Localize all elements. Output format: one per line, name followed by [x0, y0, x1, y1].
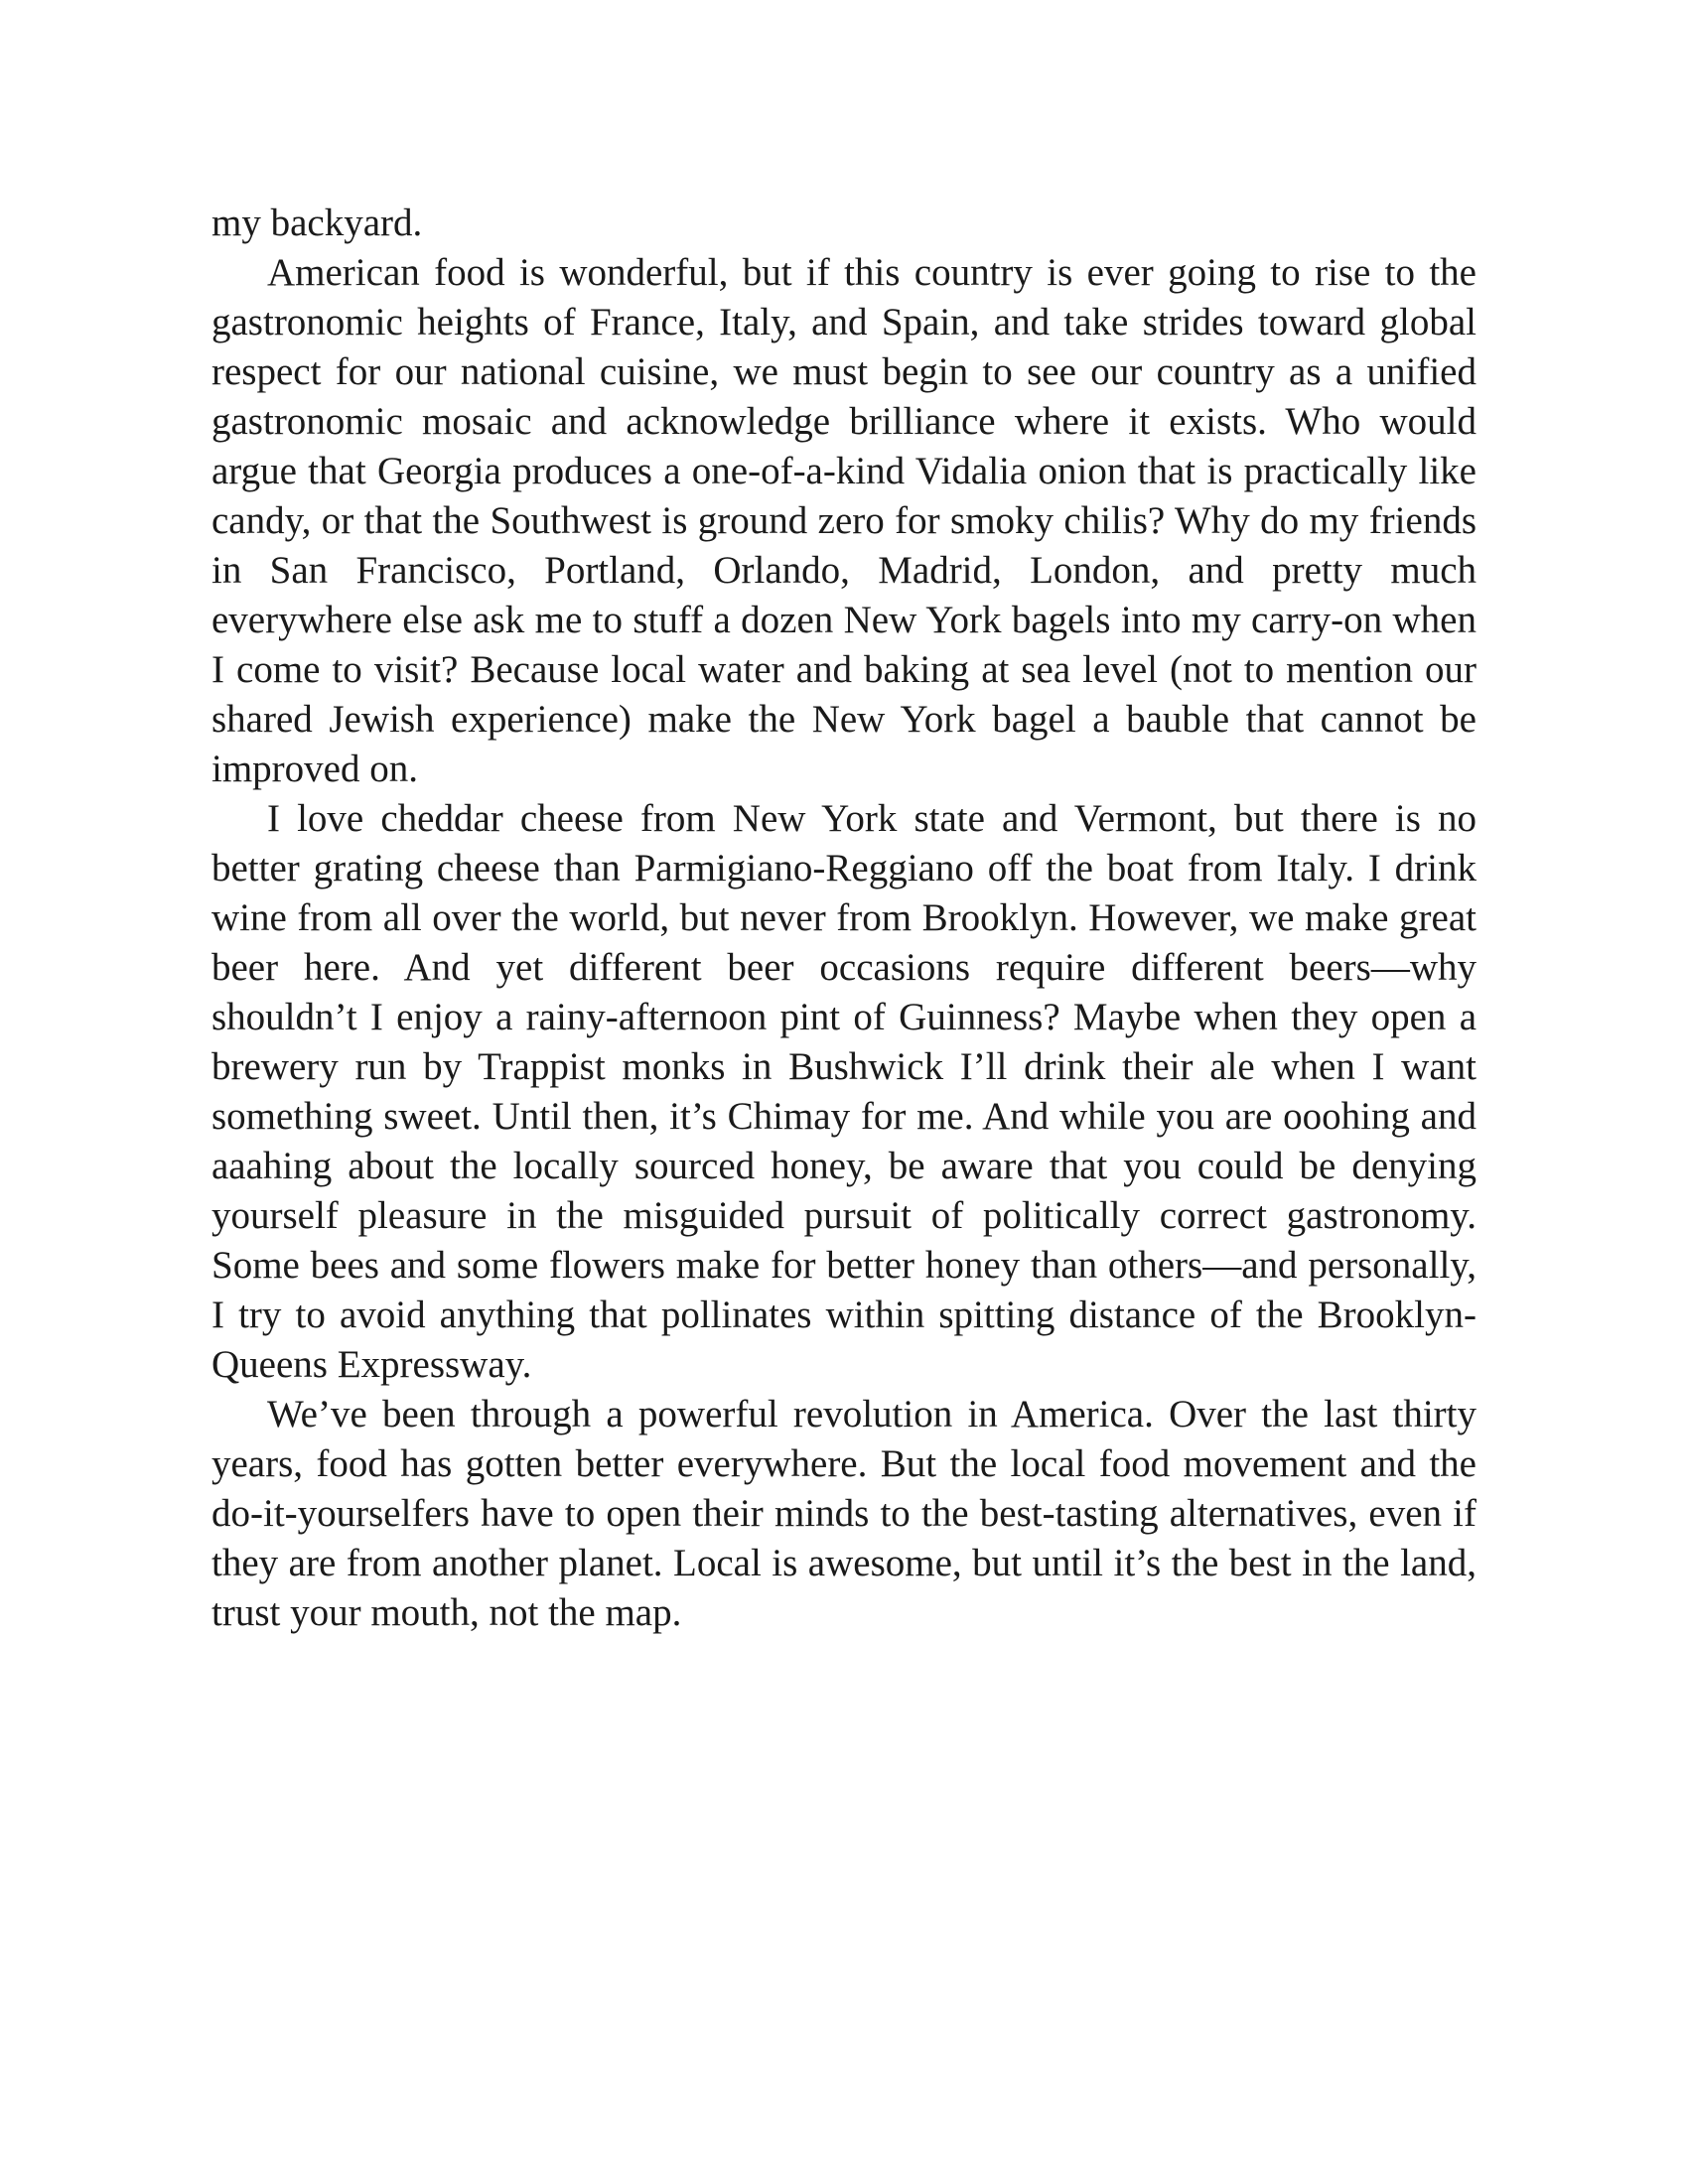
- paragraph-revolution: We’ve been through a powerful revolution in America. Over the last thirty years, food has gotten better everywhere. But the local food movement and the do-it-yourselfers have to open their minds to the best-tasting alternatives, even if they are from another planet. Local is awesome, but until it’s the best in the land, trust your mouth, not the map.: [211, 1393, 1477, 1634]
- paragraph-cheddar-cheese: I love cheddar cheese from New York state and Vermont, but there is no better grating cheese than Parmigiano-Reggiano off the boat from Italy. I drink wine from all over the world, but never from Brooklyn. However, we make great beer here. And yet different beer occasions require different beers—why shouldn’t I enjoy a rainy-afternoon pint of Guinness? Maybe when they open a brewery run by Trappist monks in Bushwick I’ll drink their ale when I want something sweet. Until then, it’s Chimay for me. And while you are ooohing and aaahing about the locally sourced honey, be aware that you could be denying yourself pleasure in the misguided pursuit of politically correct gastronomy. Some bees and some flowers make for better honey than others—and personally, I try to avoid anything that pollinates within spitting distance of the Brooklyn-Queens Expressway.: [211, 797, 1477, 1386]
- paragraph-continued: my backyard.: [211, 202, 423, 244]
- paragraph-american-food: American food is wonderful, but if this country is ever going to rise to the gastronomic heights of France, Italy, and Spain, and take strides toward global respect for our national cuisine, we must begin to see our country as a unified gastronomic mosaic and acknowledge brilliance where it exists. Who would argue that Georgia produces a one-of-a-kind Vidalia onion that is practically like candy, or that the Southwest is ground zero for smoky chilis? Why do my friends in San Francisco, Portland, Orlando, Madrid, London, and pretty much everywhere else ask me to stuff a dozen New York bagels into my carry-on when I come to visit? Because local water and baking at sea level (not to mention our shared Jewish experience) make the New York bagel a bauble that cannot be improved on.: [211, 251, 1477, 790]
- document-page: [211, 199, 1477, 1638]
